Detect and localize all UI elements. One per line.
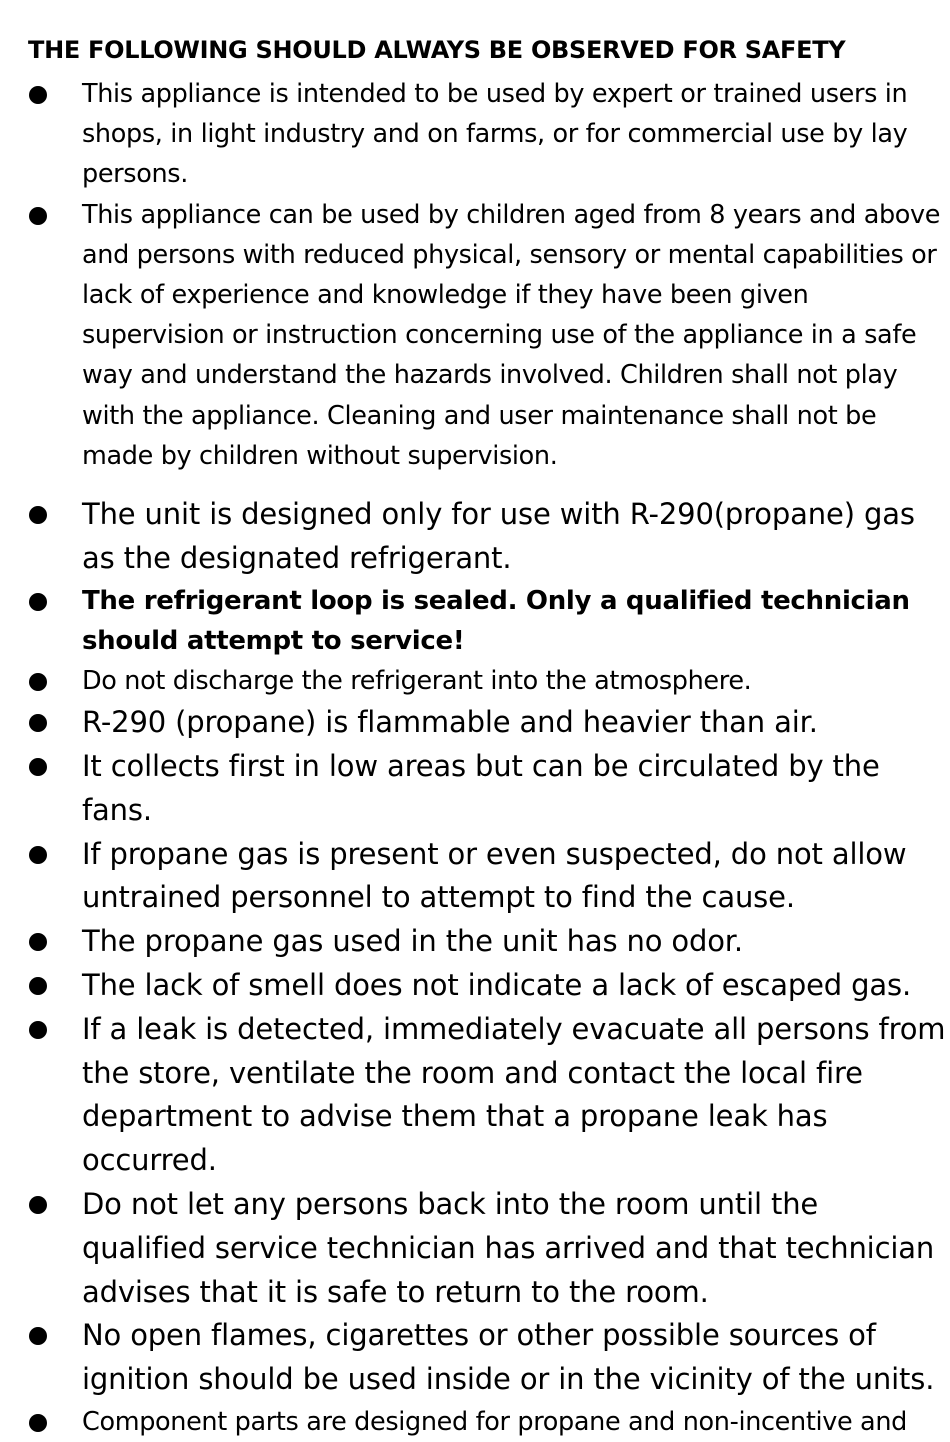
list-item (0, 493, 948, 581)
item-text: If a leak is detected, immediately evacuate all persons from the store, ventilate the room and contact the local fire department to advise them that a propane leak has occurred. (82, 1011, 946, 1178)
item-text: Do not let any persons back into the room until the qualified service technician has arrived and that technician advises that it is safe to return to the room. (82, 1187, 935, 1309)
bullet-icon (29, 846, 47, 864)
list-item (0, 701, 948, 745)
bullet-icon (29, 673, 47, 691)
list-item (0, 833, 948, 921)
item-text: It collects first in low areas but can be circulated by the fans. (82, 749, 880, 827)
bullet-icon (29, 1021, 47, 1039)
item-text: R-290 (propane) is flammable and heavier than air. (82, 705, 818, 740)
safety-heading: THE FOLLOWING SHOULD ALWAYS BE OBSERVED FOR SAFETY (28, 36, 846, 64)
list-item (0, 964, 948, 1008)
item-text: This appliance is intended to be used by expert or trained users in shops, in light industry and on farms, or for commercial use by lay persons. (82, 79, 908, 190)
item-text: Do not discharge the refrigerant into the atmosphere. (82, 666, 752, 697)
bullet-icon (29, 758, 47, 776)
item-text: No open flames, cigarettes or other possible sources of ignition should be used inside or in the vicinity of the units. (82, 1318, 935, 1397)
item-text: If propane gas is present or even suspected, do not allow untrained personnel to attempt to find the cause. (82, 836, 907, 915)
list-item (0, 1183, 948, 1314)
bullet-icon (29, 933, 47, 951)
list-item (0, 1314, 948, 1402)
list-item (0, 920, 948, 964)
list-item (0, 581, 948, 661)
item-text: The lack of smell does not indicate a lack of escaped gas. (82, 968, 912, 1003)
list-item (0, 661, 948, 701)
bullet-icon (29, 714, 47, 732)
bullet-icon (29, 86, 47, 104)
bullet-icon (29, 506, 47, 524)
item-text: This appliance can be used by children aged from 8 years and above and persons with reduced physical, sensory or mental capabilities or lack of experience and knowledge if they have been given supervision or instruction concerning use of the appliance in a safe way and understand the hazards involved. Children shall not play with the appliance. Cleaning and user maintenance shall not be made by children without supervision. (82, 199, 941, 471)
safety-list (0, 74, 950, 1442)
bullet-icon (29, 1414, 47, 1432)
bullet-icon (29, 977, 47, 995)
item-text: The refrigerant loop is sealed. Only a qualified technician should attempt to service! (82, 585, 910, 656)
bullet-icon (29, 207, 47, 225)
list-item (0, 745, 948, 833)
item-text: The propane gas used in the unit has no odor. (82, 924, 743, 959)
item-text: The unit is designed only for use with R-290(propane) gas as the designated refrigerant. (82, 497, 915, 575)
bullet-icon (29, 1327, 47, 1345)
item-text: Component parts are designed for propane and non-incentive and (82, 1406, 907, 1437)
list-item (0, 1008, 948, 1183)
list-item (0, 1402, 948, 1442)
list-item (0, 74, 948, 195)
bullet-icon (29, 593, 47, 611)
bullet-icon (29, 1196, 47, 1214)
list-item (0, 195, 948, 476)
